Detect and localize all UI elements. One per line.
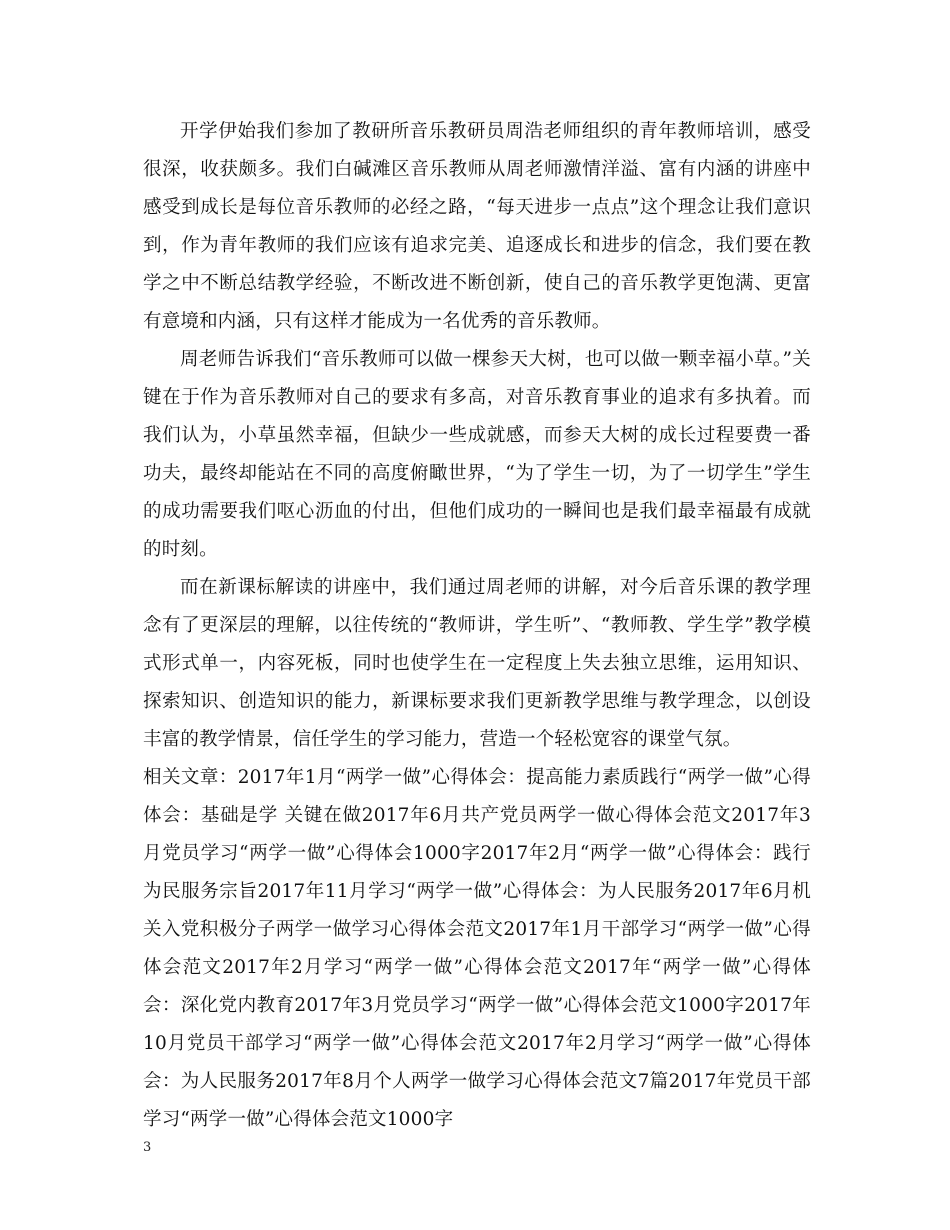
page-number: 3 xyxy=(143,1140,152,1155)
paragraph-2: 周老师告诉我们“音乐教师可以做一棵参天大树，也可以做一颗幸福小草。”关键在于作为音乐教师对自己的要求有多高，对音乐教育事业的追求有多执着。而我们认为，小草虽然幸福，但缺少一些成就感，而参天大树的成长过程要费一番功夫，最终却能站在不同的高度俯瞰世界，“为了学生一切，为了一切学生”学生的成功需要我们呕心沥血的付出，但他们成功的一瞬间也是我们最幸福最有成就的时刻。 xyxy=(143,349,811,560)
paragraph-1: 开学伊始我们参加了教研所音乐教研员周浩老师组织的青年教师培训，感受很深，收获颇多。我们白碱滩区音乐教师从周老师激情洋溢、富有内涵的讲座中感受到成长是每位音乐教师的必经之路，“每天进步一点点”这个理念让我们意识到，作为青年教师的我们应该有追求完美、追逐成长和进步的信念，我们要在教学之中不断总结教学经验，不断改进不断创新，使自己的音乐教学更饱满、更富有意境和内涵，只有这样才能成为一名优秀的音乐教师。 xyxy=(143,121,811,332)
document-body xyxy=(143,113,811,1139)
related-articles: 相关文章：2017年1月“两学一做”心得体会：提高能力素质践行“两学一做”心得体会：基础是学 关键在做2017年6月共产党员两学一做心得体会范文2017年3月党员学习“两学一做”心得体会1000字2017年2月“两学一做”心得体会：践行为民服务宗旨2017年11月学习“两学一做”心得体会：为人民服务2017年6月机关入党积极分子两学一做学习心得体会范文2017年1月干部学习“两学一做”心得体会范文2017年2月学习“两学一做”心得体会范文2017年“两学一做”心得体会：深化党内教育2017年3月党员学习“两学一做”心得体会范文1000字2017年10月党员干部学习“两学一做”心得体会范文2017年2月学习“两学一做”心得体会：为人民服务2017年8月个人两学一做学习心得体会范文7篇2017年党员干部学习“两学一做”心得体会范文1000字 xyxy=(143,767,811,1130)
paragraph-3: 而在新课标解读的讲座中，我们通过周老师的讲解，对今后音乐课的教学理念有了更深层的理解，以往传统的“教师讲，学生听”、“教师教、学生学”教学模式形式单一，内容死板，同时也使学生在一定程度上失去独立思维，运用知识、探索知识、创造知识的能力，新课标要求我们更新教学思维与教学理念，以创设丰富的教学情景，信任学生的学习能力，营造一个轻松宽容的课堂气氛。 xyxy=(143,577,811,750)
